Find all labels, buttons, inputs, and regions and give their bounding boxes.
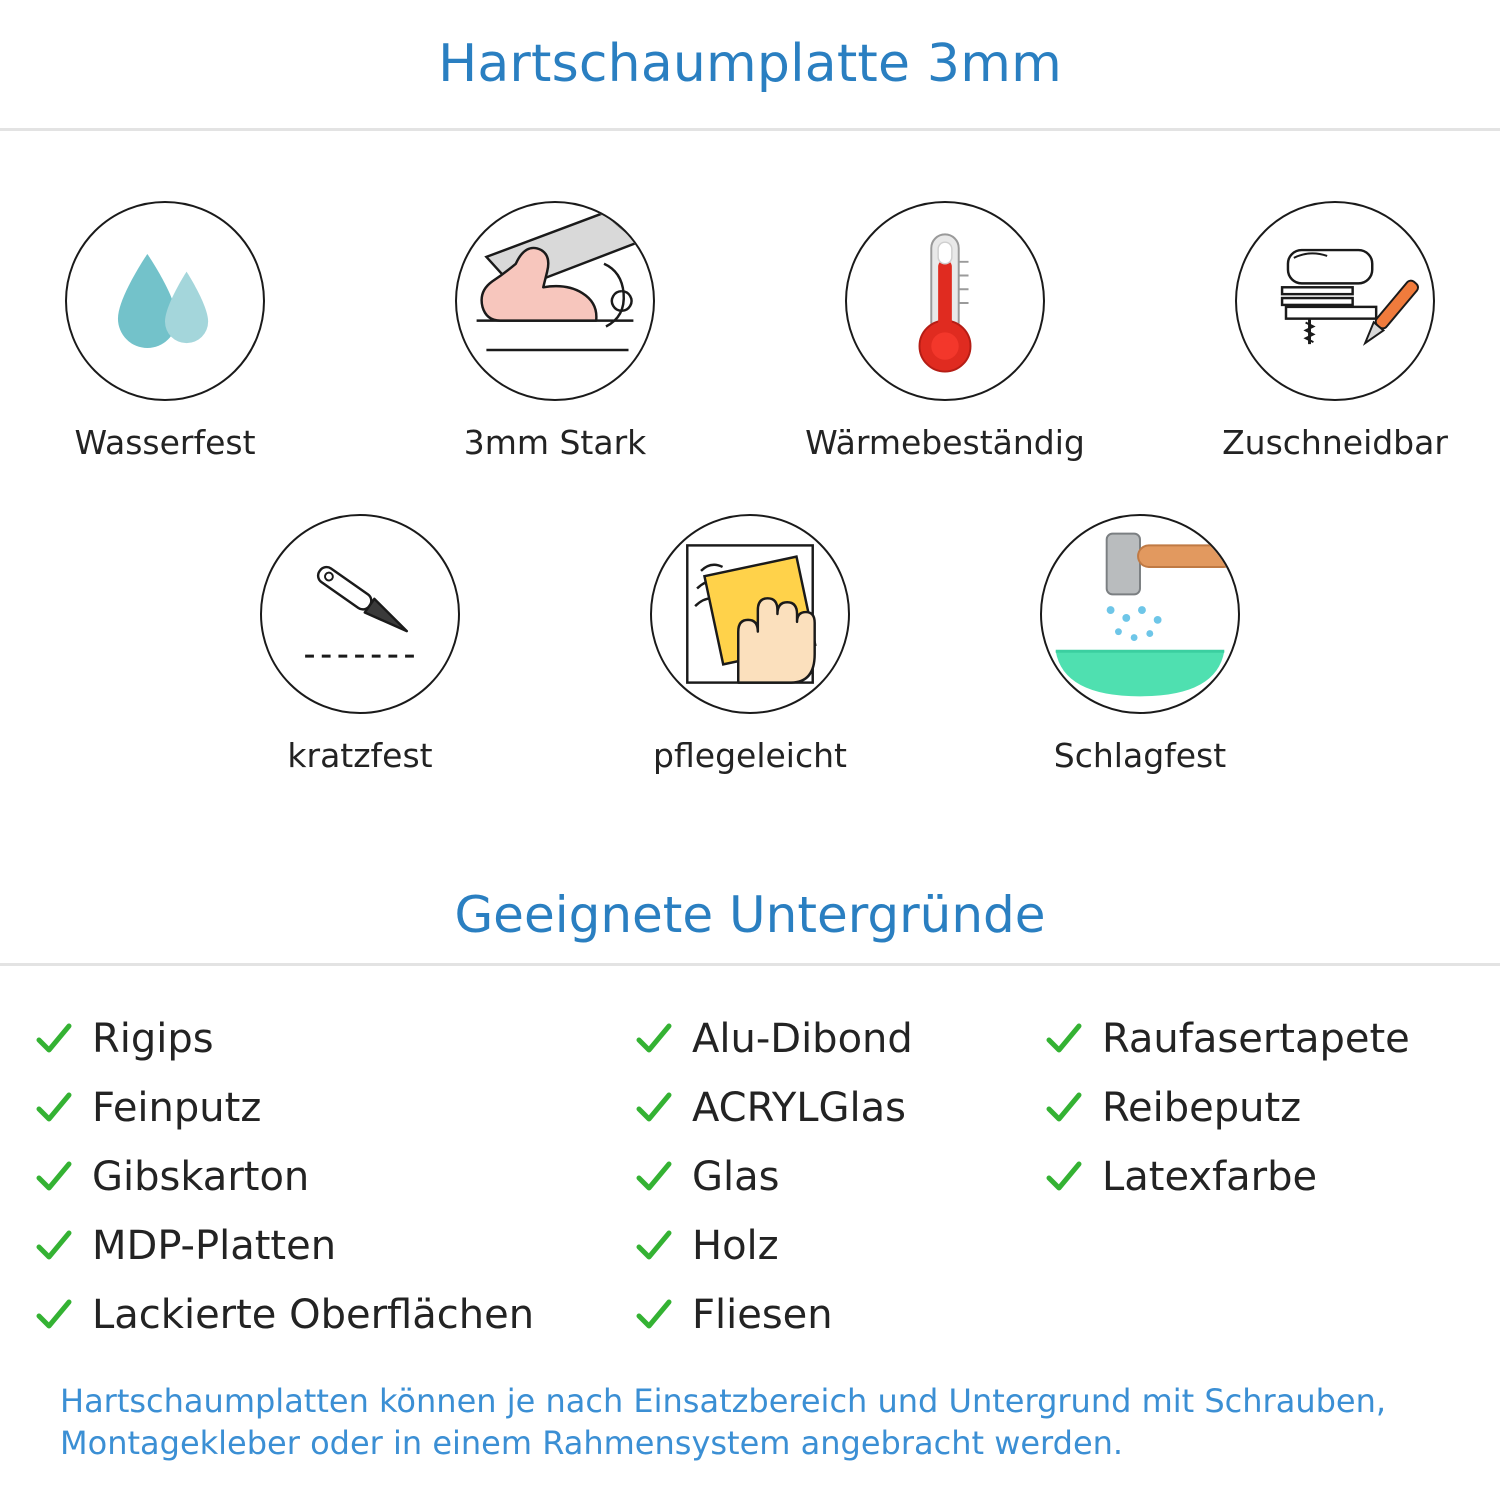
list-item-label: Holz [692, 1223, 779, 1269]
list-item [34, 1146, 634, 1208]
feature-kratzfest [215, 514, 505, 775]
check-icon [1044, 1088, 1084, 1128]
list-item [1044, 1008, 1464, 1070]
check-icon [1044, 1019, 1084, 1059]
feature-schlagfest [995, 514, 1285, 775]
list-item [634, 1077, 1044, 1139]
list-item-label: Rigips [92, 1016, 214, 1062]
feature-label: pflegeleicht [653, 736, 847, 775]
check-icon [634, 1088, 674, 1128]
jigsaw-cutter-icon [1235, 201, 1435, 401]
list-item [634, 1215, 1044, 1277]
substrates-header [0, 867, 1500, 963]
check-icon [1044, 1157, 1084, 1197]
list-item-label: Gibskarton [92, 1154, 310, 1200]
feature-label: Schlagfest [1053, 736, 1227, 775]
list-item-label: Lackierte Oberflächen [92, 1292, 535, 1338]
water-drops-icon [65, 201, 265, 401]
list-item-label: Alu-Dibond [692, 1016, 913, 1062]
list-item-label: Raufasertapete [1102, 1016, 1410, 1062]
list-item [634, 1146, 1044, 1208]
check-icon [634, 1295, 674, 1335]
header [0, 0, 1500, 128]
feature-label: Wasserfest [74, 423, 256, 462]
check-icon [634, 1226, 674, 1266]
check-icon [34, 1157, 74, 1197]
feature-waermebestaendig [800, 201, 1090, 462]
substrates-column-1 [34, 1008, 634, 1346]
feature-grid [0, 131, 1500, 775]
list-item-label: Glas [692, 1154, 780, 1200]
check-icon [634, 1157, 674, 1197]
list-item-label: MDP-Platten [92, 1223, 337, 1269]
hammer-impact-icon [1040, 514, 1240, 714]
feature-label: kratzfest [287, 736, 433, 775]
feature-row-2 [0, 514, 1500, 775]
footer-note: Hartschaumplatten können je nach Einsatzbereich und Untergrund mit Schrauben, Montagekleber oder in einem Rahmensystem angebracht werden. [60, 1381, 1387, 1462]
strong-arm-icon [455, 201, 655, 401]
list-item-label: Latexfarbe [1102, 1154, 1318, 1200]
feature-label: Wärmebeständig [805, 423, 1085, 462]
list-item-label: ACRYLGlas [692, 1085, 907, 1131]
list-item [634, 1008, 1044, 1070]
substrates-list [0, 966, 1500, 1346]
feature-3mm-stark [410, 201, 700, 462]
substrates-title: Geeignete Untergründe [454, 886, 1046, 944]
substrates-column-3 [1044, 1008, 1464, 1346]
list-item [34, 1077, 634, 1139]
list-item [1044, 1077, 1464, 1139]
list-item-label: Feinputz [92, 1085, 262, 1131]
feature-zuschneidbar [1190, 201, 1480, 462]
cleaning-cloth-icon [650, 514, 850, 714]
page-title: Hartschaumplatte 3mm [438, 34, 1062, 94]
feature-label: Zuschneidbar [1222, 423, 1448, 462]
check-icon [34, 1226, 74, 1266]
feature-pflegeleicht [605, 514, 895, 775]
check-icon [34, 1088, 74, 1128]
check-icon [634, 1019, 674, 1059]
list-item-label: Fliesen [692, 1292, 833, 1338]
list-item-label: Reibeputz [1102, 1085, 1302, 1131]
feature-wasserfest [20, 201, 310, 462]
check-icon [34, 1295, 74, 1335]
thermometer-icon [845, 201, 1045, 401]
list-item [634, 1284, 1044, 1346]
feature-row-1 [0, 201, 1500, 462]
list-item [34, 1215, 634, 1277]
list-item [1044, 1146, 1464, 1208]
knife-scratch-icon [260, 514, 460, 714]
list-item [34, 1008, 634, 1070]
list-item [34, 1284, 634, 1346]
substrates-column-2 [634, 1008, 1044, 1346]
check-icon [34, 1019, 74, 1059]
feature-label: 3mm Stark [463, 423, 647, 462]
